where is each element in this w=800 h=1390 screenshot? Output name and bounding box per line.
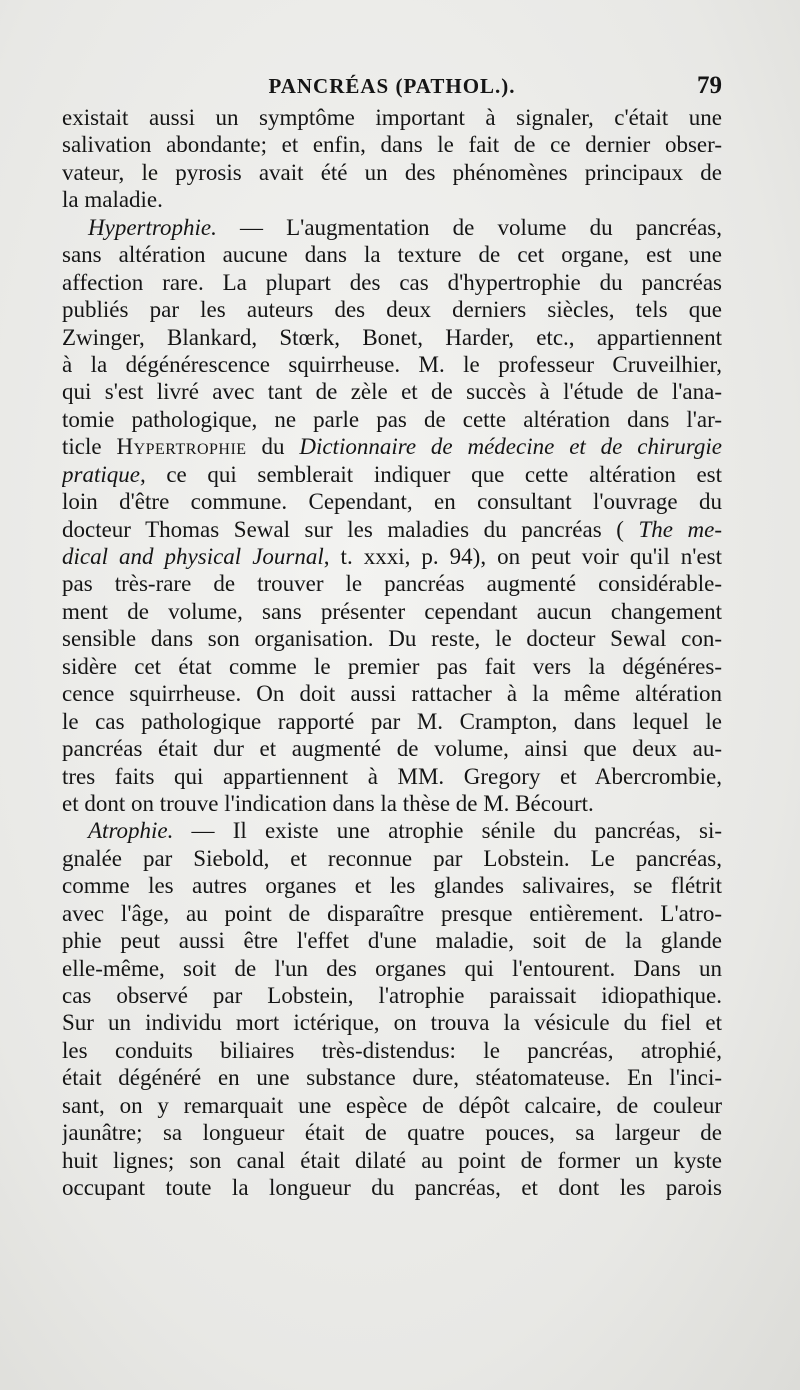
line-text: , t. xxxi, p. 94), on peut voir qu'il n'est bbox=[323, 544, 722, 569]
line-text: et dont on trouve l'indication dans la thèse de M. Bécourt. bbox=[62, 790, 594, 816]
page-header bbox=[62, 72, 722, 106]
italic-text: dical and physical Journal bbox=[62, 544, 324, 569]
text-line bbox=[62, 763, 722, 790]
text-line bbox=[62, 653, 722, 680]
text-line bbox=[62, 488, 722, 515]
text-line bbox=[62, 433, 722, 460]
line-text: avec l'âge, au point de disparaître presque entièrement. L'atro- bbox=[62, 900, 722, 926]
text-line bbox=[62, 872, 722, 899]
line-text: docteur Thomas Sewal sur les maladies du pancréas ( bbox=[62, 516, 639, 542]
text-line bbox=[62, 1147, 722, 1174]
text-line bbox=[62, 159, 722, 186]
text-line bbox=[62, 1119, 722, 1146]
line-text: ce qui semblerait indiquer que cette altération est bbox=[145, 461, 722, 487]
text-line bbox=[62, 1092, 722, 1119]
line-text: huit lignes; son canal était dilaté au point de former un kyste bbox=[62, 1147, 722, 1173]
line-text: les conduits biliaires très-distendus: le pancréas, atrophié, bbox=[62, 1037, 722, 1063]
text-line bbox=[62, 1009, 722, 1036]
line-text: ment de volume, sans présenter cependant aucun changement bbox=[62, 598, 722, 624]
text-line bbox=[62, 269, 722, 296]
text-line bbox=[62, 214, 722, 241]
line-text: tomie pathologique, ne parle pas de cette altération dans l'ar- bbox=[62, 406, 722, 432]
line-text: publiés par les auteurs des deux derniers siècles, tels que bbox=[62, 297, 722, 323]
small-caps-text: Hypertrophie bbox=[116, 434, 247, 460]
text-line bbox=[62, 378, 722, 405]
text-line bbox=[62, 790, 722, 817]
line-text: — Il existe une atrophie sénile du pancréas, si- bbox=[173, 818, 722, 844]
text-line bbox=[62, 1064, 722, 1091]
line-text: phie peut aussi être l'effet d'une maladie, soit de la glande bbox=[62, 928, 722, 954]
line-text: sensible dans son organisation. Du reste, le docteur Sewal con- bbox=[62, 626, 722, 652]
text-line bbox=[62, 625, 722, 652]
text-line bbox=[62, 817, 722, 844]
line-text: Zwinger, Blankard, Stœrk, Bonet, Harder, etc., appartiennent bbox=[62, 324, 722, 350]
line-text: le cas pathologique rapporté par M. Crampton, dans lequel le bbox=[62, 708, 722, 734]
italic-text: pratique, bbox=[62, 461, 146, 487]
line-text: loin d'être commune. Cependant, en consultant l'ouvrage du bbox=[62, 489, 722, 515]
line-text: existait aussi un symptôme important à signaler, c'était une bbox=[62, 105, 722, 130]
text-line bbox=[62, 324, 722, 351]
line-text: sidère cet état comme le premier pas fait vers la dégénéres- bbox=[62, 653, 722, 679]
text-line bbox=[62, 461, 722, 488]
text-line bbox=[62, 900, 722, 927]
text-line bbox=[62, 955, 722, 982]
line-text: pas très-rare de trouver le pancréas augmenté considérable- bbox=[62, 571, 722, 597]
line-text: — L'augmentation de volume du pancréas, bbox=[216, 214, 722, 240]
text-line bbox=[62, 735, 722, 762]
italic-text: The me- bbox=[638, 516, 722, 542]
line-text: jaunâtre; sa longueur était de quatre pouces, sa largeur de bbox=[62, 1120, 722, 1146]
line-text: ticle bbox=[62, 434, 117, 460]
line-text: occupant toute la longueur du pancréas, et dont les parois bbox=[62, 1175, 722, 1201]
text-line bbox=[62, 351, 722, 378]
line-text: cence squirrheuse. On doit aussi rattacher à la même altération bbox=[62, 681, 722, 707]
text-line bbox=[62, 104, 722, 131]
text-line bbox=[62, 598, 722, 625]
text-line bbox=[62, 927, 722, 954]
text-line bbox=[62, 1174, 722, 1201]
line-text: sant, on y remarquait une espèce de dépôt calcaire, de couleur bbox=[62, 1092, 722, 1118]
running-head: PANCRÉAS (PATHOL.). bbox=[268, 74, 516, 98]
line-text: affection rare. La plupart des cas d'hypertrophie du pancréas bbox=[62, 269, 722, 295]
text-line bbox=[62, 186, 722, 213]
line-text: tres faits qui appartiennent à MM. Gregory et Abercrombie, bbox=[62, 763, 722, 789]
line-text: salivation abondante; et enfin, dans le fait de ce dernier obser- bbox=[62, 132, 722, 158]
line-text: elle-même, soit de l'un des organes qui l'entourent. Dans un bbox=[62, 955, 722, 981]
text-line bbox=[62, 680, 722, 707]
line-text: pancréas était dur et augmenté de volume, ainsi que deux au- bbox=[62, 736, 722, 762]
line-text: était dégénéré en une substance dure, stéatomateuse. En l'inci- bbox=[62, 1065, 722, 1091]
line-text: du bbox=[246, 434, 300, 460]
text-line bbox=[62, 296, 722, 323]
text-line bbox=[62, 845, 722, 872]
text-line bbox=[62, 708, 722, 735]
line-text: gnalée par Siebold, et reconnue par Lobstein. Le pancréas, bbox=[62, 845, 722, 871]
page-number: 79 bbox=[697, 72, 722, 99]
italic-text: Hypertrophie. bbox=[88, 214, 217, 240]
line-text: sans altération aucune dans la texture de cet organe, est une bbox=[62, 242, 722, 268]
line-text: à la dégénérescence squirrheuse. M. le professeur Cruveilhier, bbox=[62, 351, 722, 377]
line-text: Sur un individu mort ictérique, on trouva la vésicule du fiel et bbox=[62, 1010, 722, 1036]
line-text: qui s'est livré avec tant de zèle et de succès à l'étude de l'ana- bbox=[62, 379, 722, 405]
text-line bbox=[62, 570, 722, 597]
line-text: comme les autres organes et les glandes salivaires, se flétrit bbox=[62, 873, 722, 899]
line-text: la maladie. bbox=[62, 187, 163, 213]
line-text: vateur, le pyrosis avait été un des phénomènes principaux de bbox=[62, 159, 722, 185]
text-line bbox=[62, 131, 722, 158]
line-text: cas observé par Lobstein, l'atrophie paraissait idiopathique. bbox=[62, 983, 722, 1008]
text-line bbox=[62, 241, 722, 268]
text-line bbox=[62, 406, 722, 433]
text-line bbox=[62, 543, 722, 570]
text-line bbox=[62, 516, 722, 543]
italic-text: Dictionnaire de médecine et de chirurgie bbox=[299, 434, 722, 460]
text-line bbox=[62, 982, 722, 1009]
body-text bbox=[62, 104, 722, 1202]
italic-text: Atrophie. bbox=[88, 818, 174, 844]
text-line bbox=[62, 1037, 722, 1064]
